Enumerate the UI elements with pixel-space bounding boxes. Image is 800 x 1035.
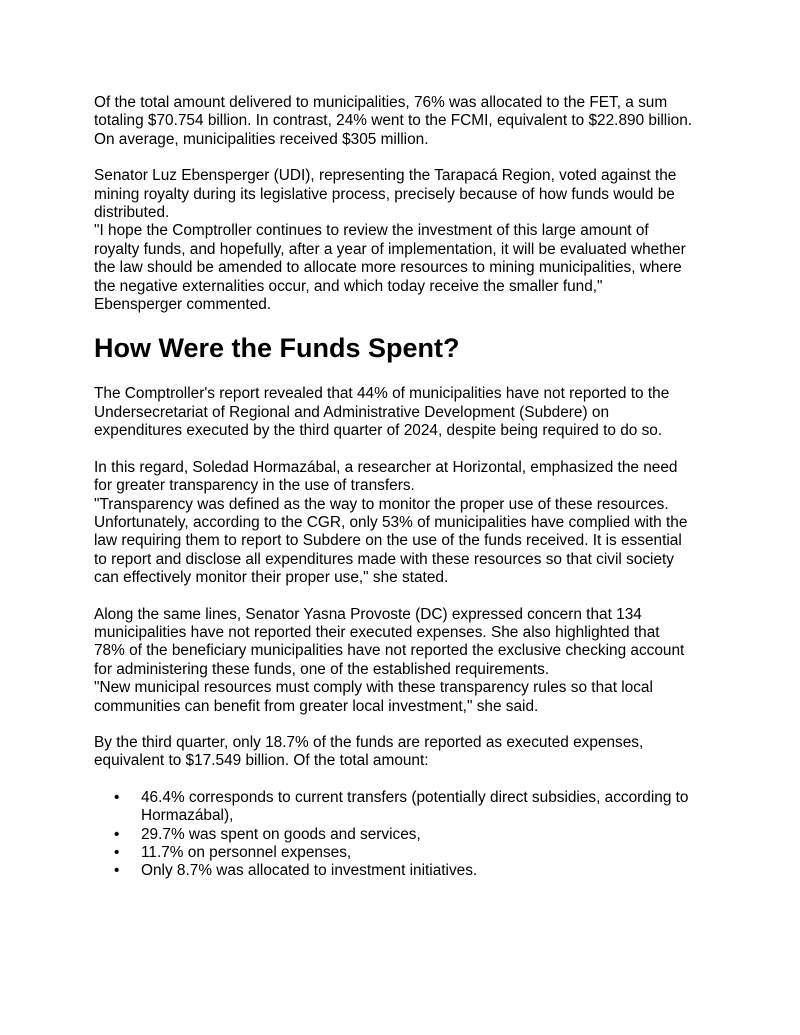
text-line: "Transparency was defined as the way to monitor the proper use of these resources. — [94, 495, 669, 513]
text-line: equivalent to $17.549 billion. Of the total amount: — [94, 752, 429, 770]
text-line: In this regard, Soledad Hormazábal, a researcher at Horizontal, emphasized the need — [94, 458, 678, 476]
text-line: mining royalty during its legislative process, precisely because of how funds would be — [94, 185, 675, 203]
text-line: can effectively monitor their proper use," she stated. — [94, 569, 449, 587]
text-line: communities can benefit from greater local investment," she said. — [94, 697, 539, 715]
list-item — [94, 862, 706, 880]
text-line: for administering these funds, one of the established requirements. — [94, 660, 550, 678]
text-line: 46.4% corresponds to current transfers (potentially direct subsidies, according to — [141, 788, 689, 806]
list-item — [94, 844, 706, 862]
bullet-icon: • — [114, 788, 120, 806]
text-line: expenditures executed by the third quarter of 2024, despite being required to do so. — [94, 422, 663, 440]
text-line: 29.7% was spent on goods and services, — [141, 825, 421, 843]
text-line: the law should be amended to allocate more resources to mining municipalities, where — [94, 259, 682, 277]
text-line: law requiring them to report to Subdere on the use of the funds received. It is essential — [94, 532, 682, 550]
list-item — [94, 826, 706, 844]
text-line: municipalities have not reported their executed expenses. She also highlighted that — [94, 623, 660, 641]
text-line: for greater transparency in the use of transfers. — [94, 477, 415, 495]
text-line: On average, municipalities received $305 million. — [94, 130, 429, 148]
list-item — [94, 789, 706, 826]
paragraph-ebensperger-quote — [94, 167, 706, 314]
text-line: Along the same lines, Senator Yasna Provoste (DC) expressed concern that 134 — [94, 605, 642, 623]
text-line: totaling $70.754 billion. In contrast, 24% went to the FCMI, equivalent to $22.890 billion. — [94, 112, 693, 130]
paragraph-hormazabal-quote — [94, 459, 706, 588]
text-line: The Comptroller's report revealed that 44% of municipalities have not reported to the — [94, 385, 670, 403]
text-line: Hormazábal), — [141, 807, 234, 825]
section-heading: How Were the Funds Spent? — [94, 333, 460, 364]
text-line: "I hope the Comptroller continues to review the investment of this large amount of — [94, 222, 649, 240]
text-line: Senator Luz Ebensperger (UDI), representing the Tarapacá Region, voted against the — [94, 167, 677, 185]
text-line: to report and disclose all expenditures made with these resources so that civil society — [94, 550, 675, 568]
text-line: the negative externalities occur, and which today receive the smaller fund," — [94, 277, 603, 295]
text-line: "New municipal resources must comply with these transparency rules so that local — [94, 679, 653, 697]
text-line: Unfortunately, according to the CGR, only 53% of municipalities have complied with the — [94, 513, 688, 531]
text-line: Undersecretariat of Regional and Administrative Development (Subdere) on — [94, 403, 610, 421]
text-line: Ebensperger commented. — [94, 296, 272, 314]
paragraph-provoste-quote — [94, 606, 706, 716]
paragraph-executed-expenses — [94, 734, 706, 771]
text-line: Of the total amount delivered to municipalities, 76% was allocated to the FET, a sum — [94, 94, 668, 111]
text-line: By the third quarter, only 18.7% of the funds are reported as executed expenses, — [94, 733, 644, 751]
text-line: 78% of the beneficiary municipalities have not reported the exclusive checking account — [94, 642, 685, 660]
bullet-icon: • — [114, 825, 120, 843]
text-line: Only 8.7% was allocated to investment initiatives. — [141, 862, 478, 880]
text-line: 11.7% on personnel expenses, — [141, 844, 352, 861]
bullet-icon: • — [114, 844, 120, 861]
paragraph-comptroller-report — [94, 385, 706, 440]
text-line: royalty funds, and hopefully, after a year of implementation, it will be evaluated whether — [94, 240, 686, 258]
expense-breakdown-list — [94, 789, 706, 881]
text-line: distributed. — [94, 204, 170, 222]
paragraph-fund-allocation — [94, 94, 706, 149]
bullet-icon: • — [114, 862, 120, 880]
document-page — [94, 94, 706, 881]
